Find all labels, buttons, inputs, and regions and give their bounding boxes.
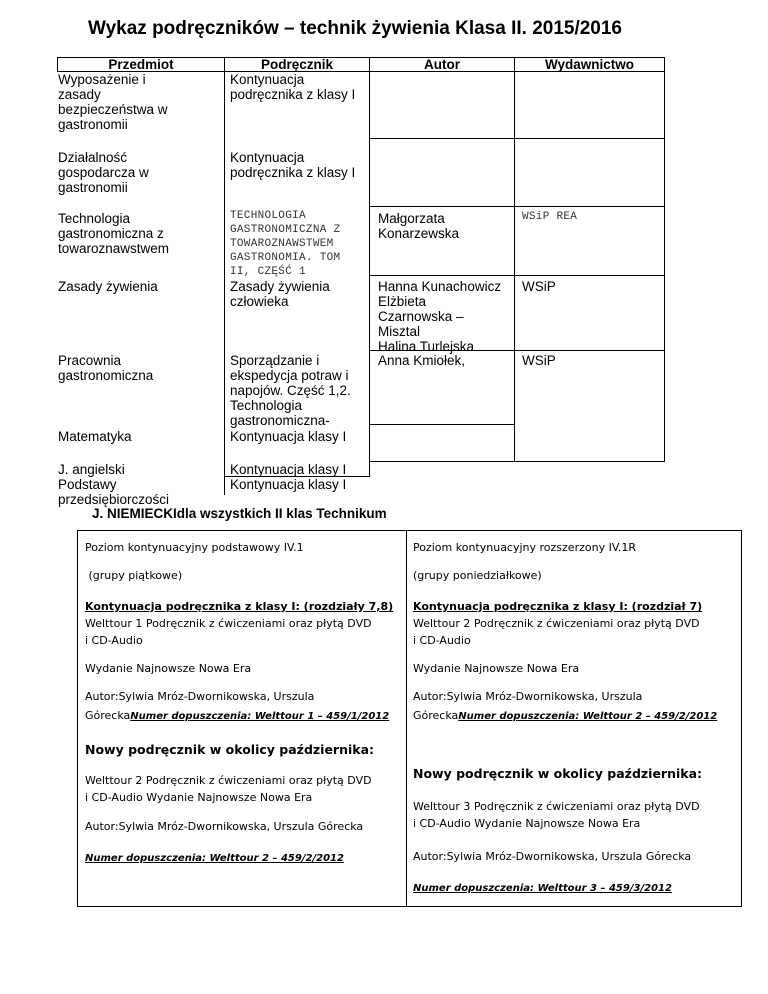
textbook-cell: Kontynuacja klasy I xyxy=(230,477,347,492)
textbook-cell: Sporządzanie i ekspedycja potraw i napojów. Część 1,2. Technologia gastronomiczna- xyxy=(230,353,351,428)
table-row: Podstawy przedsiębiorczości xyxy=(58,477,170,507)
author-cell: Małgorzata Konarzewska xyxy=(378,211,460,241)
header-textbook: Podręcznik xyxy=(260,57,334,72)
author-cell: Hanna Kunachowicz Elżbieta Czarnowska – Misztal Halina Turlejska xyxy=(378,279,502,354)
textbook-cell: Kontynuacja klasy I xyxy=(230,429,347,444)
page-title: Wykaz podręczników – technik żywienia Klasa II. 2015/2016 xyxy=(88,18,623,39)
textbook-cell: Kontynuacja podręcznika z klasy I xyxy=(230,72,356,102)
header-author: Autor xyxy=(424,57,460,72)
publisher-cell: WSiP xyxy=(522,279,556,294)
table-row: Pracownia gastronomiczna xyxy=(58,353,154,383)
author-cell: Anna Kmiołek, xyxy=(378,353,466,368)
header-subject: Przedmiot xyxy=(108,57,174,72)
textbook-cell: Kontynuacja podręcznika z klasy I xyxy=(230,150,356,180)
german-heading: J. NIEMIECKIdla wszystkich II klas Technikum xyxy=(92,506,387,521)
table-row: Wyposażenie i zasady bezpieczeństwa w gastronomii xyxy=(58,72,168,132)
publisher-cell: WSiP xyxy=(522,353,556,368)
table-row: Matematyka xyxy=(58,429,132,444)
table-row: J. angielski xyxy=(58,462,125,477)
table-row: Działalność gospodarcza w gastronomii xyxy=(58,150,149,195)
table-row: Technologia gastronomiczna z towaroznawstwem xyxy=(58,211,170,256)
textbook-cell: TECHNOLOGIA GASTRONOMICZNA Z TOWAROZNAWSTWEM GASTRONOMIA. TOM II, CZĘŚĆ 1 xyxy=(230,210,341,278)
german-table: Poziom kontynuacyjny podstawowy IV.1 (grupy piątkowe) Kontynuacja podręcznika z klasy I: (rozdziały 7,8) Welttour 1 Podręcznik z ćwiczeniami oraz płytą DVD i CD-Audio Wydanie Najnowsze Nowa Era Autor:Sylwia Mróz-Dwornikowska, Urszula GóreckaNumer dopuszczenia: Welttour 1 – 459/1/2012 Nowy podręcznik w okolicy października: Welttour 2 Podręcznik z ćwiczeniami oraz płytą DVD i CD-Audio Wydanie Najnowsze Nowa Era Autor:Sylwia Mróz-Dwornikowska, Urszula Górecka Numer dopuszczenia: Welttour 2 – 459/2/2012 Poziom kontynuacyjny rozszerzony IV.1R (grupy poniedziałkowe) Kontynuacja podręcznika z klasy I: (rozdział 7) Welttour 2 Podręcznik z ćwiczeniami oraz płytą DVD i CD-Audio Wydanie Najnowsze Nowa Era Autor:Sylwia Mróz-Dwornikowska, Urszula GóreckaNumer dopuszczenia: Welttour 2 – 459/2/2012 Nowy podręcznik w okolicy października: Welttour 3 Podręcznik z ćwiczeniami oraz płytą DVD i CD-Audio Wydanie Najnowsze Nowa Era Autor:Sylwia Mróz-Dwornikowska, Urszula Górecka Numer dopuszczenia: Welttour 3 – 459/3/2012 xyxy=(77,530,742,907)
textbook-cell: Zasady żywienia człowieka xyxy=(230,279,330,309)
publisher-cell: WSiP REA xyxy=(522,211,578,223)
header-publisher: Wydawnictwo xyxy=(544,57,634,72)
textbook-cell: Kontynuacja klasy I xyxy=(230,462,347,477)
table-row: Zasady żywienia xyxy=(58,279,158,294)
